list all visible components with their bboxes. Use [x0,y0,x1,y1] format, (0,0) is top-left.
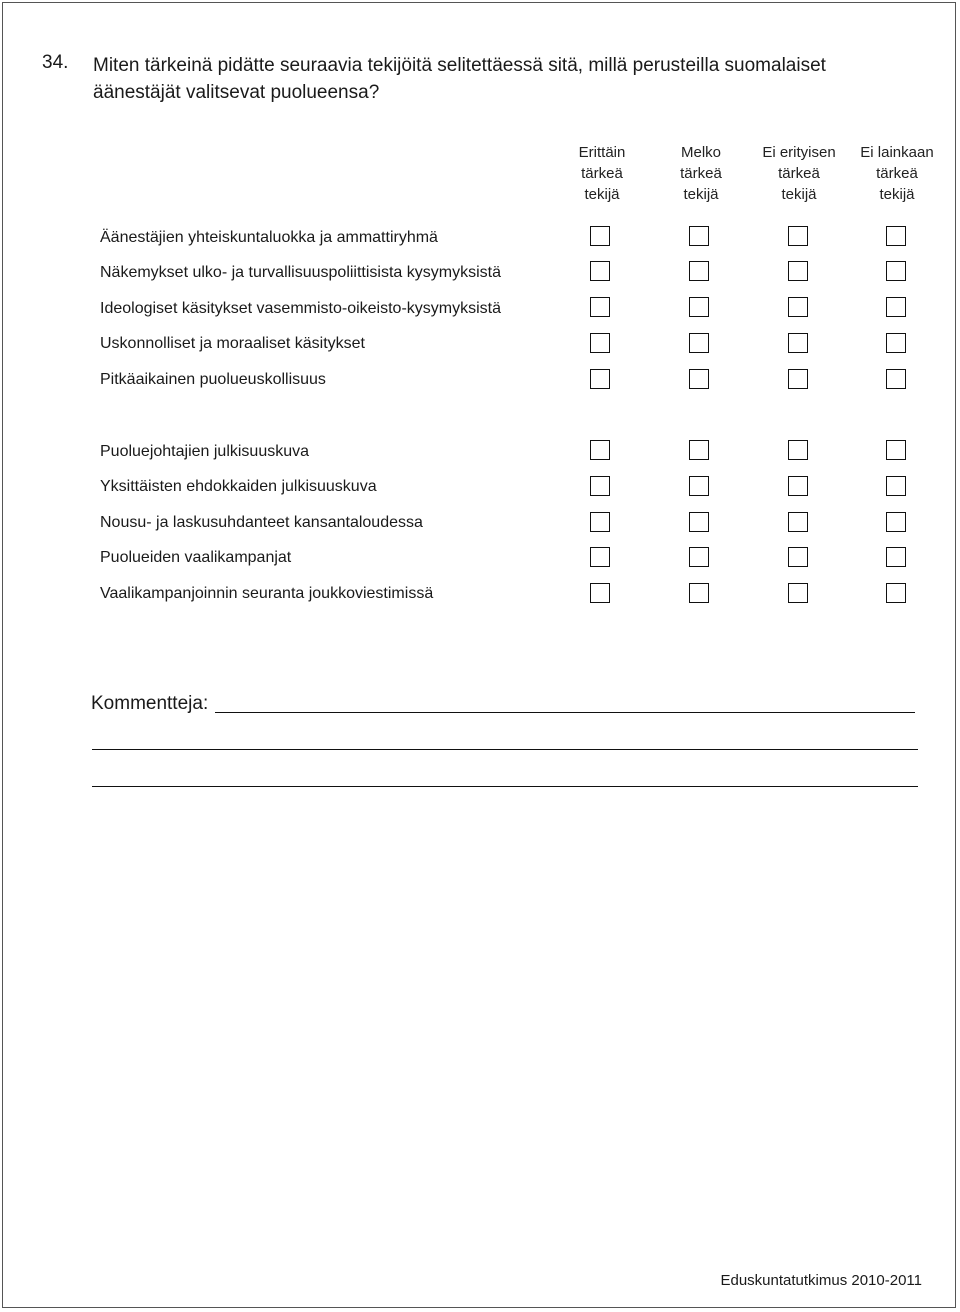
row-label: Äänestäjien yhteiskuntaluokka ja ammattiryhmä [100,229,438,246]
footer-text: Eduskuntatutkimus 2010-2011 [720,1272,922,1289]
checkbox-row3-col4[interactable] [886,297,906,317]
column-header-3-line1: Ei erityisen [762,144,836,161]
column-header-2-line3: tekijä [683,186,719,203]
question-number: 34. [42,52,69,73]
checkbox-row5-col1[interactable] [590,369,610,389]
column-header-3-line3: tekijä [781,186,817,203]
row-label: Nousu- ja laskusuhdanteet kansantaloudessa [100,514,423,531]
checkbox-row5-col3[interactable] [788,369,808,389]
column-header-2-line2: tärkeä [680,165,722,182]
column-header-3-line2: tärkeä [778,165,820,182]
checkbox-row9-col2[interactable] [689,547,709,567]
row-label: Ideologiset käsitykset vasemmisto-oikeisto-kysymyksistä [100,300,502,317]
checkbox-row6-col1[interactable] [590,440,610,460]
checkbox-row1-col1[interactable] [590,226,610,246]
checkbox-row7-col4[interactable] [886,476,906,496]
checkbox-row3-col1[interactable] [590,297,610,317]
checkbox-row1-col3[interactable] [788,226,808,246]
checkbox-row7-col2[interactable] [689,476,709,496]
checkbox-row5-col4[interactable] [886,369,906,389]
checkbox-row9-col4[interactable] [886,547,906,567]
checkbox-row6-col4[interactable] [886,440,906,460]
checkbox-row7-col1[interactable] [590,476,610,496]
checkbox-row3-col2[interactable] [689,297,709,317]
row-label: Pitkäaikainen puolueuskollisuus [100,371,326,388]
row-label: Uskonnolliset ja moraaliset käsitykset [100,335,365,352]
column-header-4 [842,142,952,205]
checkbox-row2-col2[interactable] [689,261,709,281]
checkbox-row4-col3[interactable] [788,333,808,353]
checkbox-row9-col1[interactable] [590,547,610,567]
column-header-3 [744,142,854,205]
row-label: Yksittäisten ehdokkaiden julkisuuskuva [100,478,377,495]
checkbox-row4-col2[interactable] [689,333,709,353]
comment-label: Kommentteja: [91,693,209,714]
checkbox-row1-col4[interactable] [886,226,906,246]
checkbox-row10-col2[interactable] [689,583,709,603]
column-header-1-line3: tekijä [584,186,620,203]
checkbox-row4-col1[interactable] [590,333,610,353]
comment-line-3[interactable] [92,786,918,787]
checkbox-row10-col4[interactable] [886,583,906,603]
checkbox-row8-col3[interactable] [788,512,808,532]
row-label: Näkemykset ulko- ja turvallisuuspoliittisista kysymyksistä [100,264,501,281]
column-header-1-line2: tärkeä [581,165,623,182]
checkbox-row2-col1[interactable] [590,261,610,281]
comment-line-1[interactable] [215,712,915,713]
checkbox-row3-col3[interactable] [788,297,808,317]
checkbox-row5-col2[interactable] [689,369,709,389]
checkbox-row10-col3[interactable] [788,583,808,603]
column-header-1 [547,142,657,205]
column-header-4-line3: tekijä [879,186,915,203]
checkbox-row2-col4[interactable] [886,261,906,281]
checkbox-row6-col3[interactable] [788,440,808,460]
checkbox-row2-col3[interactable] [788,261,808,281]
checkbox-row8-col2[interactable] [689,512,709,532]
checkbox-row6-col2[interactable] [689,440,709,460]
checkbox-row9-col3[interactable] [788,547,808,567]
row-label: Puoluejohtajien julkisuuskuva [100,443,310,460]
column-header-2-line1: Melko [680,144,721,161]
column-header-1-line1: Erittäin [578,144,626,161]
column-header-4-line2: tärkeä [876,165,918,182]
checkbox-row1-col2[interactable] [689,226,709,246]
checkbox-row10-col1[interactable] [590,583,610,603]
row-label: Puolueiden vaalikampanjat [100,549,292,566]
question-text: Miten tärkeinä pidätte seuraavia tekijöitä selitettäessä sitä, millä perusteilla suomalaiset äänestäjät valitsevat puolueensa? [93,55,826,103]
comment-line-2[interactable] [92,749,918,750]
row-label: Vaalikampanjoinnin seuranta joukkoviestimissä [100,585,434,602]
checkbox-row4-col4[interactable] [886,333,906,353]
column-header-2 [646,142,756,205]
column-header-4-line1: Ei lainkaan [860,144,934,161]
checkbox-row8-col4[interactable] [886,512,906,532]
checkbox-row8-col1[interactable] [590,512,610,532]
checkbox-row7-col3[interactable] [788,476,808,496]
